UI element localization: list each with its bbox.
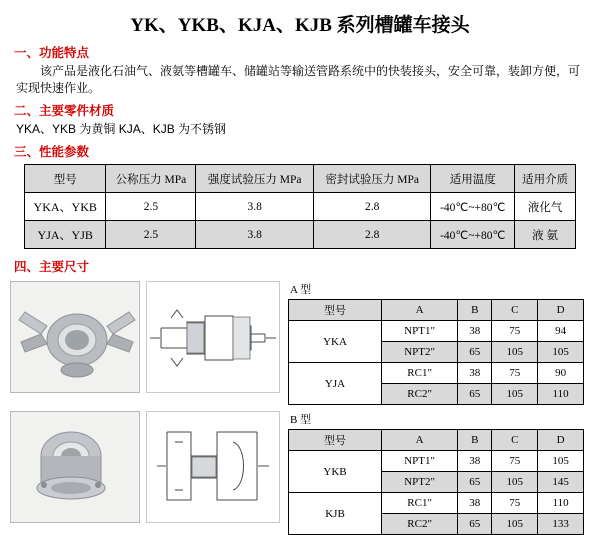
section-heading-performance: 三、性能参数 bbox=[14, 145, 90, 159]
dimB-r0-c3: 75 bbox=[492, 451, 538, 472]
dimA-r0-c1: NPT1" bbox=[382, 321, 458, 342]
dimA-r1-c2: 65 bbox=[458, 342, 492, 363]
dimension-group-a bbox=[288, 281, 584, 405]
table-header-row bbox=[289, 430, 584, 451]
coupling-diagram-a-drawing bbox=[147, 282, 279, 392]
dimA-r0-c4: 94 bbox=[538, 321, 584, 342]
document-page bbox=[0, 10, 600, 530]
perf-col-0: 型号 bbox=[25, 165, 106, 193]
table-row bbox=[25, 221, 576, 249]
perf-r1-c5: 液 氨 bbox=[515, 221, 576, 249]
perf-r1-c1: 2.5 bbox=[106, 221, 196, 249]
dimB-r1-c3: 105 bbox=[492, 472, 538, 493]
dimB-r2-c3: 75 bbox=[492, 493, 538, 514]
dimB-r1-c2: 65 bbox=[458, 472, 492, 493]
performance-table bbox=[24, 164, 576, 249]
product-photo-a bbox=[10, 281, 140, 393]
perf-r1-c3: 2.8 bbox=[313, 221, 430, 249]
dimA-r2-c1: RC1" bbox=[382, 363, 458, 384]
table-row bbox=[289, 363, 584, 384]
perf-r0-c2: 3.8 bbox=[196, 193, 313, 221]
dimA-col-0: 型号 bbox=[289, 300, 382, 321]
table-header-row bbox=[289, 300, 584, 321]
dimension-table-b bbox=[288, 429, 584, 535]
table-row bbox=[25, 193, 576, 221]
section-heading-material: 二、主要零件材质 bbox=[14, 104, 115, 118]
dimB-r3-c1: RC2" bbox=[382, 514, 458, 535]
dimB-col-3: C bbox=[492, 430, 538, 451]
material-text: YKA、YKB 为黄铜 KJA、KJB 为不锈钢 bbox=[16, 122, 227, 136]
coupling-photo-a-drawing bbox=[11, 282, 139, 392]
page-title: YK、YKB、KJA、KJB 系列槽罐车接头 bbox=[130, 15, 470, 36]
dimA-r3-c1: RC2" bbox=[382, 384, 458, 405]
dimension-row-b bbox=[10, 411, 590, 535]
dimA-r0-c3: 75 bbox=[492, 321, 538, 342]
product-diagram-a bbox=[146, 281, 280, 393]
perf-col-3: 密封试验压力 MPa bbox=[313, 165, 430, 193]
table-row bbox=[289, 451, 584, 472]
perf-r1-c0: YJA、YJB bbox=[25, 221, 106, 249]
dimA-r3-c3: 105 bbox=[492, 384, 538, 405]
dimB-r0-c2: 38 bbox=[458, 451, 492, 472]
type-label-b: B 型 bbox=[290, 414, 312, 426]
type-label-a: A 型 bbox=[290, 284, 312, 296]
perf-r0-c3: 2.8 bbox=[313, 193, 430, 221]
perf-r1-c4: -40℃~+80℃ bbox=[431, 221, 515, 249]
dimA-r0-c2: 38 bbox=[458, 321, 492, 342]
dimB-r1-c4: 145 bbox=[538, 472, 584, 493]
dimB-r0-c1: NPT1" bbox=[382, 451, 458, 472]
perf-r0-c1: 2.5 bbox=[106, 193, 196, 221]
dimA-col-3: C bbox=[492, 300, 538, 321]
dimA-r2-c4: 90 bbox=[538, 363, 584, 384]
dimB-r0-c0: YKB bbox=[289, 451, 382, 493]
dimA-r2-c3: 75 bbox=[492, 363, 538, 384]
dimB-r1-c1: NPT2" bbox=[382, 472, 458, 493]
section-heading-features: 一、功能特点 bbox=[14, 46, 90, 60]
dimB-col-0: 型号 bbox=[289, 430, 382, 451]
dimA-r3-c2: 65 bbox=[458, 384, 492, 405]
dimB-r3-c3: 105 bbox=[492, 514, 538, 535]
coupling-diagram-b-drawing bbox=[147, 412, 279, 522]
table-header-row bbox=[25, 165, 576, 193]
dimA-r3-c4: 110 bbox=[538, 384, 584, 405]
dimA-col-1: A bbox=[382, 300, 458, 321]
dimA-col-4: D bbox=[538, 300, 584, 321]
perf-r1-c2: 3.8 bbox=[196, 221, 313, 249]
dimB-r3-c2: 65 bbox=[458, 514, 492, 535]
dimB-r0-c4: 105 bbox=[538, 451, 584, 472]
dimA-r1-c1: NPT2" bbox=[382, 342, 458, 363]
dimension-group-b bbox=[288, 411, 584, 535]
product-photo-b bbox=[10, 411, 140, 523]
features-text: 该产品是液化石油气、液氨等槽罐车、储罐站等输送管路系统中的快装接头，安全可靠，装卸方便，可实现快速作业。 bbox=[16, 64, 581, 95]
coupling-photo-b-drawing bbox=[11, 412, 139, 522]
dimensions-area bbox=[0, 281, 600, 535]
perf-r0-c4: -40℃~+80℃ bbox=[431, 193, 515, 221]
perf-r0-c5: 液化气 bbox=[515, 193, 576, 221]
dimA-r1-c3: 105 bbox=[492, 342, 538, 363]
dimB-col-4: D bbox=[538, 430, 584, 451]
perf-col-4: 适用温度 bbox=[431, 165, 515, 193]
dimB-r2-c4: 110 bbox=[538, 493, 584, 514]
dimension-table-a bbox=[288, 299, 584, 405]
dimension-row-a bbox=[10, 281, 590, 405]
dimA-r1-c4: 105 bbox=[538, 342, 584, 363]
table-row bbox=[289, 493, 584, 514]
dimA-r2-c2: 38 bbox=[458, 363, 492, 384]
product-diagram-b bbox=[146, 411, 280, 523]
perf-r0-c0: YKA、YKB bbox=[25, 193, 106, 221]
perf-col-1: 公称压力 MPa bbox=[106, 165, 196, 193]
dimA-r2-c0: YJA bbox=[289, 363, 382, 405]
dimB-r3-c4: 133 bbox=[538, 514, 584, 535]
dimB-r2-c0: KJB bbox=[289, 493, 382, 535]
section-heading-dimensions: 四、主要尺寸 bbox=[14, 260, 90, 274]
perf-col-2: 强度试验压力 MPa bbox=[196, 165, 313, 193]
dimB-col-2: B bbox=[458, 430, 492, 451]
dimB-r2-c2: 38 bbox=[458, 493, 492, 514]
table-row bbox=[289, 321, 584, 342]
dimB-col-1: A bbox=[382, 430, 458, 451]
dimA-r0-c0: YKA bbox=[289, 321, 382, 363]
dimA-col-2: B bbox=[458, 300, 492, 321]
dimB-r2-c1: RC1" bbox=[382, 493, 458, 514]
perf-col-5: 适用介质 bbox=[515, 165, 576, 193]
